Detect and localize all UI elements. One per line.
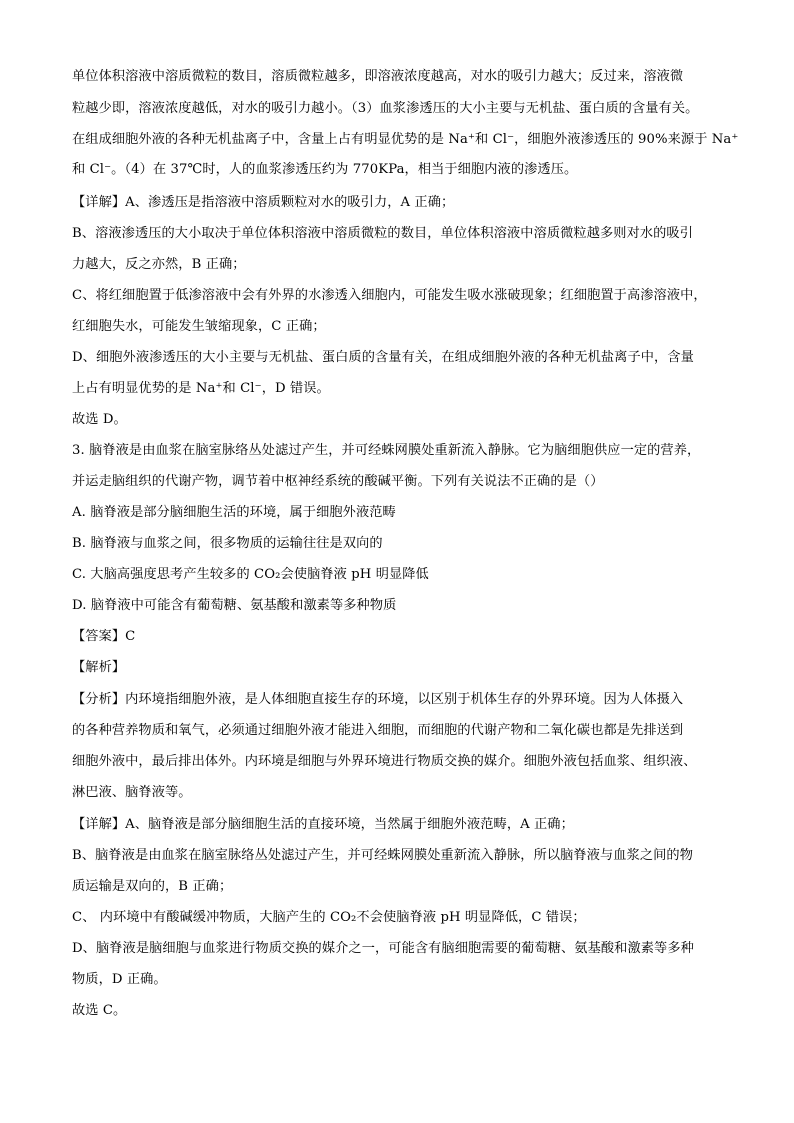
analysis-line-4: 淋巴液、脑脊液等。 [72, 785, 192, 800]
detail-d-line-2: 上占有明显优势的是 Na⁺和 Cl⁻，D 错误。 [72, 381, 330, 396]
detail-d-line-1: D、细胞外液渗透压的大小主要与无机盐、蛋白质的含量有关，在组成细胞外液的各种无机盐离子中，含量 [72, 350, 694, 365]
detail3-d-line-2: 物质，D 正确。 [72, 972, 167, 987]
detail3-c: C、 内环境中有酸碱缓冲物质，大脑产生的 CO₂不会使脑脊液 pH 明显降低，C 错误； [72, 910, 586, 925]
detail-b-line-1: B、溶液渗透压的大小取决于单位体积溶液中溶质微粒的数目，单位体积溶液中溶质微粒越多则对水的吸引 [72, 226, 694, 241]
analysis-line-2: 的各种营养物质和氧气，必须通过细胞外液才能进入细胞，而细胞的代谢产物和二氧化碳也都是先排送到 [72, 723, 684, 738]
final-choice: 故选 C。 [72, 1003, 127, 1018]
analysis-label: 【解析】 [72, 660, 126, 675]
question-3-line-1: 3. 脑脊液是由血浆在脑室脉络丛处滤过产生，并可经蛛网膜处重新流入静脉。它为脑细胞供应一定的营养， [72, 443, 701, 458]
question-3-line-2: 并运走脑组织的代谢产物，调节着中枢神经系统的酸碱平衡。下列有关说法不正确的是（） [72, 474, 604, 489]
detail3-b-line-1: B、脑脊液是由血浆在脑室脉络丛处滤过产生，并可经蛛网膜处重新流入静脉，所以脑脊液与血浆之间的物 [72, 848, 694, 863]
detail3-a: 【详解】A、脑脊液是部分脑细胞生活的直接环境，当然属于细胞外液范畴，A 正确； [72, 817, 574, 832]
text-line-2: 粒越少即，溶液浓度越低，对水的吸引力越小。（3）血浆渗透压的大小主要与无机盐、蛋白质的含量有关。 [72, 101, 699, 116]
detail3-d-line-1: D、脑脊液是脑细胞与血浆进行物质交换的媒介之一，可能含有脑细胞需要的葡萄糖、氨基酸和激素等多种 [72, 941, 694, 956]
option-d: D. 脑脊液中可能含有葡萄糖、氨基酸和激素等多种物质 [72, 598, 397, 613]
option-b: B. 脑脊液与血浆之间，很多物质的运输往往是双向的 [72, 536, 383, 551]
text-line-3: 在组成细胞外液的各种无机盐离子中，含量上占有明显优势的是 Na⁺和 Cl⁻，细胞外液渗透压的 90%来源于 Na⁺ [72, 132, 739, 147]
detail-c-line-2: 红细胞失水，可能发生皱缩现象，C 正确； [72, 319, 326, 334]
detail-heading-a: 【详解】A、渗透压是指溶液中溶质颗粒对水的吸引力，A 正确； [72, 195, 455, 210]
text-line-1: 单位体积溶液中溶质微粒的数目，溶质微粒越多，即溶液浓度越高，对水的吸引力越大；反过来，溶液微 [72, 69, 684, 84]
detail3-b-line-2: 质运输是双向的，B 正确； [72, 879, 233, 894]
analysis-line-1: 【分析】内环境指细胞外液，是人体细胞直接生存的环境，以区别于机体生存的外界环境。因为人体摄入 [72, 692, 684, 707]
text-line-4: 和 Cl⁻。（4）在 37℃时，人的血浆渗透压约为 770KPa，相当于细胞内液的渗透压。 [72, 162, 578, 177]
option-c: C. 大脑高强度思考产生较多的 CO₂会使脑脊液 pH 明显降低 [72, 567, 429, 582]
answer-label: 【答案】C [72, 629, 136, 644]
detail-b-line-2: 力越大，反之亦然，B 正确； [72, 257, 246, 272]
detail-c-line-1: C、将红细胞置于低渗溶液中会有外界的水渗透入细胞内，可能发生吸水涨破现象；红细胞置于高渗溶液中， [72, 288, 707, 303]
analysis-line-3: 细胞外液中，最后排出体外。内环境是细胞与外界环境进行物质交换的媒介。细胞外液包括血浆、组织液、 [72, 754, 697, 769]
option-a: A. 脑脊液是部分脑细胞生活的环境，属于细胞外液范畴 [72, 505, 396, 520]
answer-choice-prev: 故选 D。 [72, 412, 127, 427]
